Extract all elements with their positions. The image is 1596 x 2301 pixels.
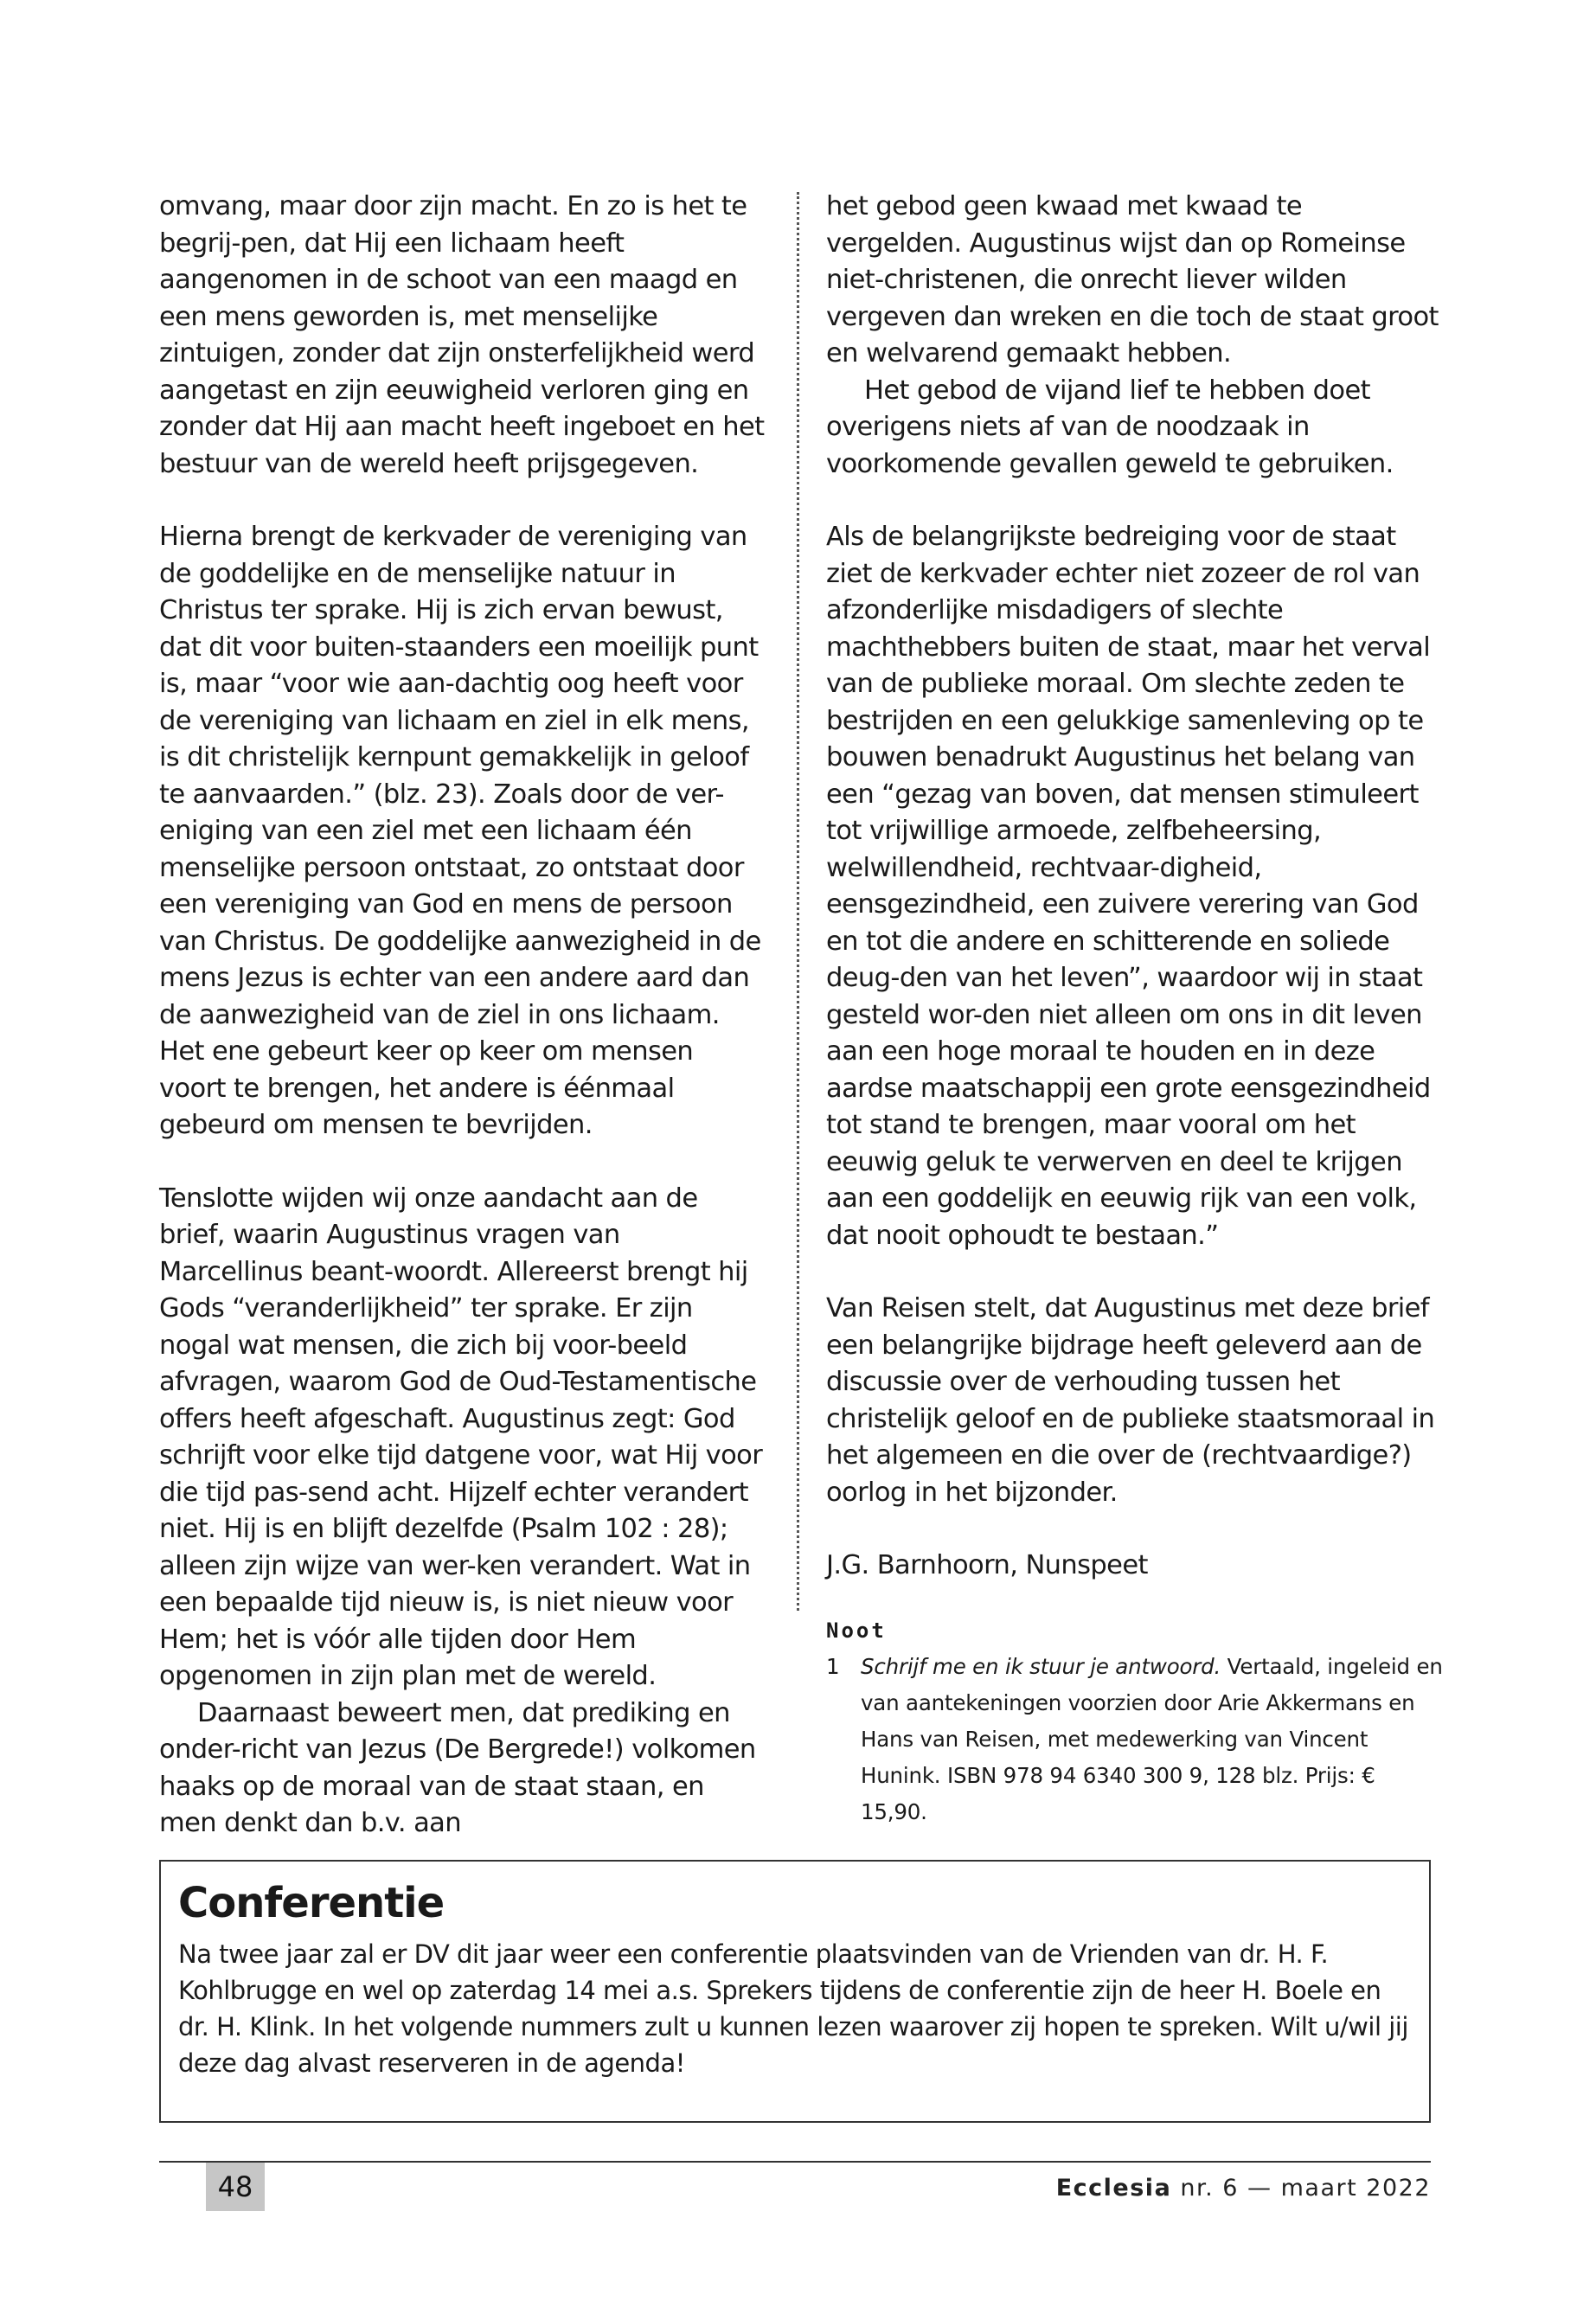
right-column bbox=[826, 189, 1445, 1830]
left-paragraph-2: Hierna brengt de kerkvader de vereniging van de goddelijke en de menselijke natuur in Christus ter sprake. Hij is zich ervan bewust, dat dit voor buiten-staanders een moeilijk punt is, maar “voor wie aan-dachtig oog heeft voor de vereniging van lichaam en ziel in elk mens, is dit christelijk kernpunt gemakkelijk in geloof te aanvaarden.” (blz. 23). Zoals door de ver-eniging van een ziel met een lichaam één menselijke persoon ontstaat, zo ontstaat door een vereniging van God en mens de persoon van Christus. De goddelijke aanwezigheid in de mens Jezus is echter van een andere aard dan de aanwezigheid van de ziel in ons lichaam. Het ene gebeurt keer op keer om mensen voort te brengen, het andere is éénmaal gebeurd om mensen te bevrijden. bbox=[159, 522, 761, 1140]
magazine-name: Ecclesia bbox=[1055, 2175, 1172, 2202]
conference-box bbox=[159, 1860, 1431, 2123]
footer-rule bbox=[159, 2161, 1431, 2163]
issue-info: nr. 6 — maart 2022 bbox=[1171, 2175, 1431, 2202]
left-paragraph-1: omvang, maar door zijn macht. En zo is het te begrij-pen, dat Hij een lichaam heeft aangenomen in de schoot van een maagd en een mens geworden is, met menselijke zintuigen, zonder dat zijn onsterfelijkheid werd aangetast en zijn eeuwigheid verloren ging en zonder dat Hij aan macht heeft ingeboet en het bestuur van de wereld heeft prijsgegeven. bbox=[159, 191, 765, 479]
footnote-text: Vertaald, ingeleid en van aantekeningen voorzien door Arie Akkermans en Hans van Reisen, met medewerking van Vincent Hunink. ISBN 978 94 6340 300 9, 128 blz. Prijs: € 15,90. bbox=[861, 1653, 1443, 1824]
column-divider bbox=[797, 192, 799, 1611]
page-number: 48 bbox=[206, 2163, 265, 2211]
author-signature: J.G. Barnhoorn, Nunspeet bbox=[826, 1550, 1148, 1580]
conference-title: Conferentie bbox=[178, 1879, 445, 1927]
note-heading: Noot bbox=[826, 1618, 887, 1643]
footnote bbox=[826, 1649, 1445, 1830]
right-paragraph-2: Het gebod de vijand lief te hebben doet overigens niets af van de noodzaak in voorkomende gevallen geweld te gebruiken. bbox=[826, 375, 1394, 479]
left-paragraph-3: Tenslotte wijden wij onze aandacht aan de brief, waarin Augustinus vragen van Marcellinus beant-woordt. Allereerst brengt hij Gods “veranderlijkheid” ter sprake. Er zijn nogal wat mensen, die zich bij voor-beeld afvragen, waarom God de Oud-Testamentische offers heeft afgeschaft. Augustinus zegt: God schrijft voor elke tijd datgene voor, wat Hij voor die tijd pas-send acht. Hijzelf echter verandert niet. Hij is en blijft dezelfde (Psalm 102 : 28); alleen zijn wijze van wer-ken verandert. Wat in een bepaalde tijd nieuw is, is niet nieuw voor Hem; het is vóór alle tijden door Hem opgenomen in zijn plan met de wereld. bbox=[159, 1183, 763, 1691]
footnote-number: 1 bbox=[826, 1653, 840, 1679]
footnote-book-title: Schrijf me en ik stuur je antwoord. bbox=[861, 1653, 1221, 1679]
conference-text: Na twee jaar zal er DV dit jaar weer een conferentie plaatsvinden van de Vrienden van dr. H. F. Kohlbrugge en wel op zaterdag 14 mei a.s. Sprekers tijdens de conferentie zijn de heer H. Boele en dr. H. Klink. In het volgende nummers zult u kunnen lezen waarover zij hopen te spreken. Wilt u/wil jij deze dag alvast reserveren in de agenda! bbox=[178, 1939, 1408, 2078]
left-column bbox=[159, 189, 765, 1843]
right-paragraph-1: het gebod geen kwaad met kwaad te vergelden. Augustinus wijst dan op Romeinse niet-christenen, die onrecht liever wilden vergeven dan wreken en die toch de staat groot en welvarend gemaakt hebben. bbox=[826, 191, 1439, 369]
footer-issue-info bbox=[1056, 2171, 1431, 2206]
footnote-body bbox=[861, 1649, 1445, 1830]
left-paragraph-4: Daarnaast beweert men, dat prediking en onder-richt van Jezus (De Bergrede!) volkomen haaks op de moraal van de staat staan, en men denkt dan b.v. aan bbox=[159, 1697, 756, 1838]
right-paragraph-3: Als de belangrijkste bedreiging voor de staat ziet de kerkvader echter niet zozeer de rol van afzonderlijke misdadigers of slechte machthebbers buiten de staat, maar het verval van de publieke moraal. Om slechte zeden te bestrijden en een gelukkige samenleving op te bouwen benadrukt Augustinus het belang van een “gezag van boven, dat mensen stimuleert tot vrijwillige armoede, zelfbeheersing, welwillendheid, rechtvaar-digheid, eensgezindheid, een zuivere verering van God en tot die andere en schitterende en soliede deug-den van het leven”, waardoor wij in staat gesteld wor-den niet alleen om ons in dit leven aan een hoge moraal te houden en in deze aardse maatschappij een grote eensgezindheid tot stand te brengen, maar vooral om het eeuwig geluk te verwerven en deel te krijgen aan een goddelijk en eeuwig rijk van een volk, dat nooit ophoudt te bestaan.” bbox=[826, 522, 1431, 1251]
right-paragraph-4: Van Reisen stelt, dat Augustinus met deze brief een belangrijke bijdrage heeft geleverd aan de discussie over de verhouding tussen het christelijk geloof en de publieke staatsmoraal in het algemeen en die over de (rechtvaardige?) oorlog in het bijzonder. bbox=[826, 1293, 1435, 1508]
